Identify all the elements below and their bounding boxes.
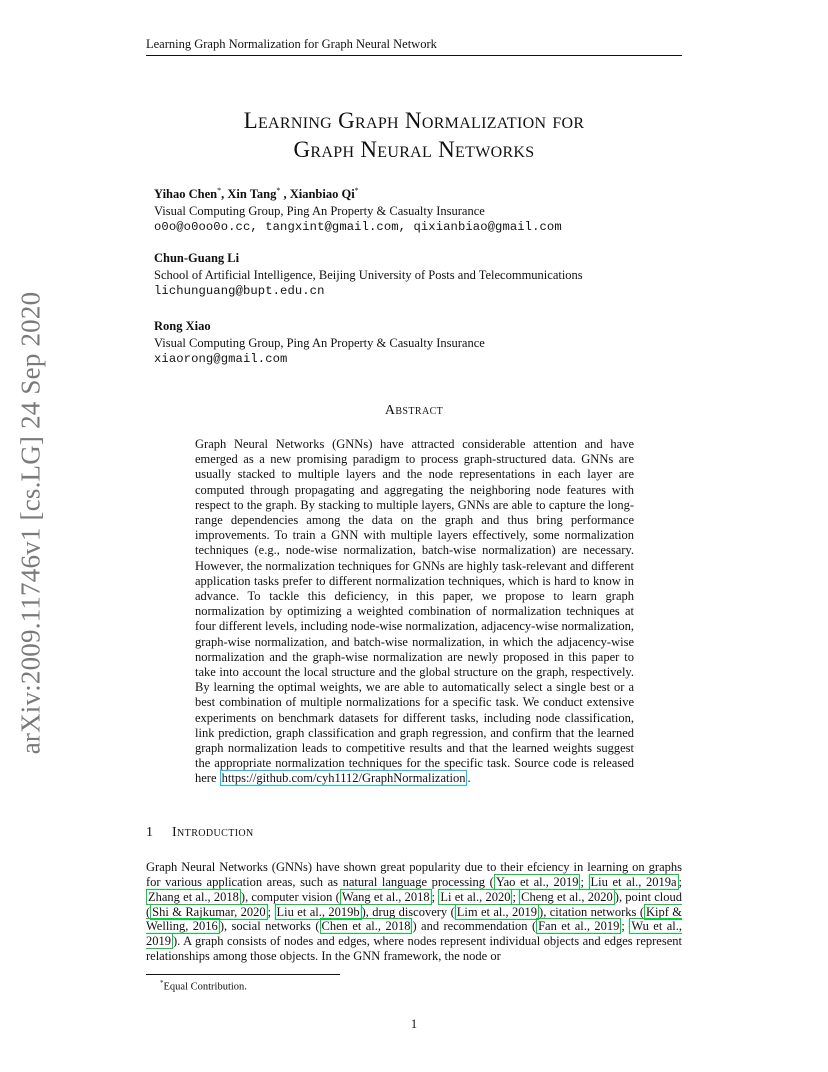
- intro-text: ) and recommendation (: [412, 919, 537, 934]
- intro-text: ;: [431, 889, 439, 904]
- page-number: 1: [410, 1017, 418, 1031]
- arxiv-stamp-text: arXiv:2009.11746v1 [cs.LG] 24 Sep 2020: [15, 291, 46, 755]
- title-line-1: Learning Graph Normalization for: [243, 108, 585, 133]
- author-names: Chun-Guang Li: [154, 251, 240, 265]
- footnote-text: Equal Contribution.: [163, 981, 247, 993]
- intro-text: ;: [580, 874, 589, 889]
- citation-link[interactable]: Zhang et al., 2018: [148, 889, 239, 904]
- abstract-text: Graph Neural Networks (GNNs) have attracted considerable attention and have emerged as a new promising paradigm to process graph-structured data. GNNs are usually stacked to multiple layers and the node representations in each layer are computed through propagating and aggregating the neighboring node features with respect to the graph. By stacking to multiple layers, GNNs are able to capture the long-range dependencies among the data on the graph and thus bring performance improvements. To train a GNN with multiple layers effectively, some normalization techniques (e.g., node-wise normalization, batch-wise normalization) are necessary. However, the normalization techniques for GNNs are highly task-relevant and different application tasks prefer to different normalization techniques, which is hard to know in advance. To tackle this deficiency, in this paper, we propose to learn graph normalization by optimizing a weighted combination of normalization techniques at four different levels, including node-wise normalization, adjacency-wise normalization, graph-wise normalization, and batch-wise normalization, in which the adjacency-wise normalization and the graph-wise normalization are newly proposed in this paper to take into account the local structure and the global structure on the graph, respectively. By learning the optimal weights, we are able to automatically select a single best or a best combination of multiple normalizations for a specific task. We conduct extensive experiments on benchmark datasets for different tasks, including node classification, link prediction, graph classification and graph regression, and confirm that the learned graph normalization leads to competitive results and that the learned weights suggest the appropriate normalization techniques for the specific task. Source code is released here: [195, 437, 634, 786]
- citation-link[interactable]: Fan et al., 2019: [538, 919, 620, 934]
- author-names: Rong Xiao: [154, 319, 211, 333]
- citation-link[interactable]: Lim et al., 2019: [456, 904, 538, 919]
- section-title: Introduction: [172, 825, 254, 840]
- author-name-chen: Yihao Chen: [154, 187, 218, 202]
- citation-link[interactable]: Liu et al., 2019a: [590, 874, 677, 889]
- citation-link[interactable]: Shi & Rajkumar, 2020: [152, 904, 266, 919]
- intro-text: ), point cloud (: [146, 889, 682, 919]
- abstract-heading: Abstract: [384, 403, 444, 418]
- author-emails: o0o@o0oo0o.cc, tangxint@gmail.com, qixianbiao@gmail.com: [154, 220, 562, 235]
- footnote-marker: *: [160, 979, 164, 987]
- author-affiliation: Visual Computing Group, Ping An Property & Casualty Insurance: [154, 203, 485, 218]
- footnote-rule: [146, 974, 340, 975]
- author-name-tang: , Xin Tang: [221, 187, 277, 202]
- citation-link[interactable]: Kipf & Welling, 2016: [146, 904, 683, 934]
- intro-text: ), social networks (: [219, 919, 320, 934]
- author-names: [154, 183, 684, 203]
- author-affiliation: School of Artificial Intelligence, Beijing University of Posts and Telecommunications: [154, 267, 583, 282]
- equal-contribution-marker: *: [217, 186, 222, 195]
- citation-link[interactable]: Wang et al., 2018: [341, 889, 430, 904]
- intro-text: ;: [678, 874, 683, 889]
- citation-link[interactable]: Cheng et al., 2020: [521, 889, 613, 904]
- author-emails: xiaorong@gmail.com: [154, 352, 288, 366]
- citation-link[interactable]: Wu et al., 2019: [146, 919, 683, 949]
- abstract-end: .: [467, 771, 471, 786]
- author-affiliation: Visual Computing Group, Ping An Property & Casualty Insurance: [154, 335, 485, 350]
- intro-text: ;: [512, 889, 520, 904]
- citation-link[interactable]: Yao et al., 2019: [495, 874, 579, 889]
- intro-text: ;: [621, 919, 630, 934]
- section-heading-introduction: [146, 825, 682, 841]
- title-line-2: Graph Neural Networks: [293, 137, 535, 162]
- equal-contribution-marker: *: [276, 186, 281, 195]
- intro-text: ;: [267, 904, 275, 919]
- paper-title: [146, 106, 682, 164]
- author-block-1: [154, 183, 684, 236]
- author-name-qi: , Xianbiao Qi: [280, 187, 355, 202]
- arxiv-stamp: [6, 288, 56, 758]
- citation-link[interactable]: Liu et al., 2019b: [276, 904, 360, 919]
- introduction-paragraph: [146, 860, 682, 964]
- intro-text: Graph Neural Networks (GNNs) have shown great popularity due to their efciency in learning on graphs for various application areas, such as natural language processing (: [146, 860, 682, 889]
- author-block-3: [154, 318, 684, 368]
- abstract-body: [195, 437, 634, 787]
- author-emails: lichunguang@bupt.edu.cn: [154, 284, 325, 298]
- intro-text: ), drug discovery (: [361, 904, 455, 919]
- intro-text: ), computer vision (: [240, 889, 340, 904]
- citation-link[interactable]: Chen et al., 2018: [321, 919, 411, 934]
- author-block-2: [154, 250, 684, 300]
- running-header: Learning Graph Normalization for Graph Neural Network: [146, 36, 682, 56]
- intro-text: ). A graph consists of nodes and edges, where nodes represent individual objects and edges represent relationships among those objects. In the GNN framework, the node or: [146, 934, 682, 964]
- footnote: [160, 977, 247, 994]
- intro-text: ), citation networks (: [539, 904, 644, 919]
- source-code-link[interactable]: https://github.com/cyh1112/GraphNormalization: [221, 771, 466, 786]
- citation-link[interactable]: Li et al., 2020: [440, 889, 511, 904]
- section-number: 1: [146, 825, 154, 840]
- equal-contribution-marker: *: [354, 186, 359, 195]
